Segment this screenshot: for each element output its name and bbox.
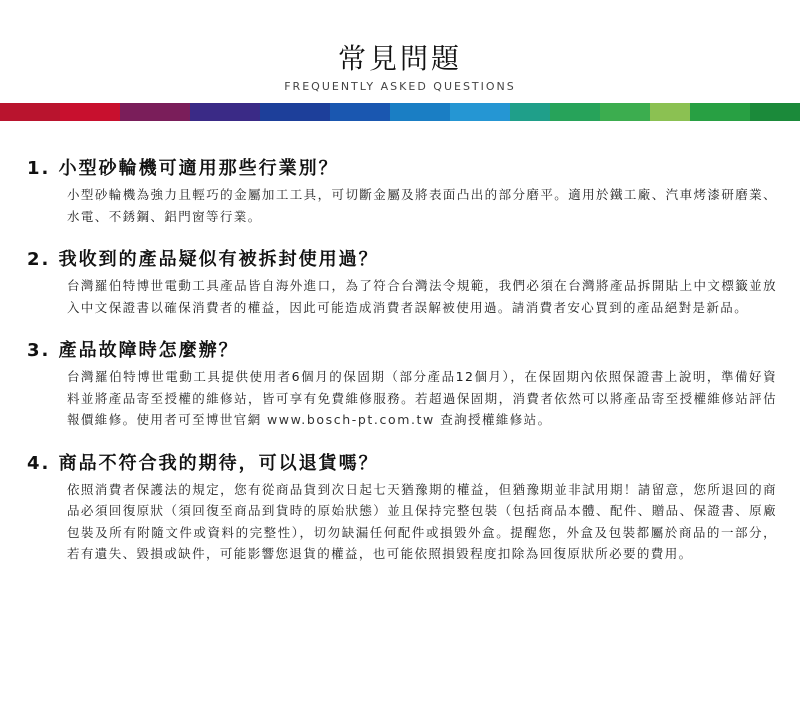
faq-question-1: 1. 小型砂輪機可適用那些行業別？ — [27, 158, 339, 179]
stripe-segment — [450, 103, 510, 121]
stripe-segment — [550, 103, 600, 121]
stripe-segment — [260, 103, 330, 121]
stripe-segment — [690, 103, 750, 121]
faq-answer-3-text-before: 台灣羅伯特博世電動工具提供使用者6個月的保固期（部分產品12個月），在保固期內依照保證書上說明，準備好資料並將產品寄至授權的維修站，皆可享有免費維修服務。若超過保固期，消費者依然可以將產品寄至授權維修站評估報價維修。使用者可至博世官網 — [67, 369, 777, 427]
faq-item-2 — [27, 247, 777, 318]
faq-answer-2: 台灣羅伯特博世電動工具產品皆自海外進口，為了符合台灣法令規範，我們必須在台灣將產品拆開貼上中文標籤並放入中文保證書以確保消費者的權益，因此可能造成消費者誤解被使用過。請消費者安心買到的產品絕對是新品。 — [67, 278, 777, 315]
stripe-segment — [600, 103, 650, 121]
faq-answer-3-text-after: 查詢授權維修站。 — [434, 412, 552, 427]
stripe-segment — [120, 103, 190, 121]
bosch-website-link[interactable]: www.bosch-pt.com.tw — [266, 412, 435, 427]
faq-question-3: 3. 產品故障時怎麼辦？ — [27, 340, 239, 361]
faq-question-4: 4. 商品不符合我的期待，可以退貨嗎？ — [27, 452, 379, 474]
stripe-segment — [390, 103, 450, 121]
color-stripe-divider — [0, 103, 800, 121]
faq-answer-1: 小型砂輪機為強力且輕巧的金屬加工工具，可切斷金屬及將表面凸出的部分磨平。適用於鐵工廠、汽車烤漆研磨業、水電、不銹鋼、鋁門窗等行業。 — [67, 187, 777, 224]
stripe-segment — [750, 103, 800, 121]
stripe-segment — [0, 103, 60, 121]
stripe-segment — [510, 103, 550, 121]
faq-answer-3 — [67, 366, 777, 431]
page-subtitle: FREQUENTLY ASKED QUESTIONS — [284, 80, 516, 93]
faq-item-1 — [27, 156, 777, 227]
page-title: 常見問題 — [337, 42, 462, 75]
faq-item-4 — [27, 451, 777, 565]
faq-answer-4: 依照消費者保護法的規定，您有從商品貨到次日起七天猶豫期的權益，但猶豫期並非試用期！請留意，您所退回的商品必須回復原狀（須回復至商品到貨時的原始狀態）並且保持完整包裝（包括商品本體、配件、贈品、保證書、原廠包裝及所有附隨文件或資料的完整性），切勿缺漏任何配件或損毀外盒。提醒您，外盒及包裝都屬於商品的一部分，若有遺失、毀損或缺件，可能影響您退貨的權益，也可能依照損毀程度扣除為回復原狀所必要的費用。 — [67, 481, 777, 561]
stripe-segment — [60, 103, 120, 121]
page-header — [0, 0, 800, 94]
stripe-segment — [650, 103, 690, 121]
faq-question-2: 2. 我收到的產品疑似有被拆封使用過？ — [27, 249, 379, 270]
faq-item-3 — [27, 338, 777, 431]
stripe-segment — [190, 103, 260, 121]
faq-list — [27, 156, 777, 585]
stripe-segment — [330, 103, 390, 121]
